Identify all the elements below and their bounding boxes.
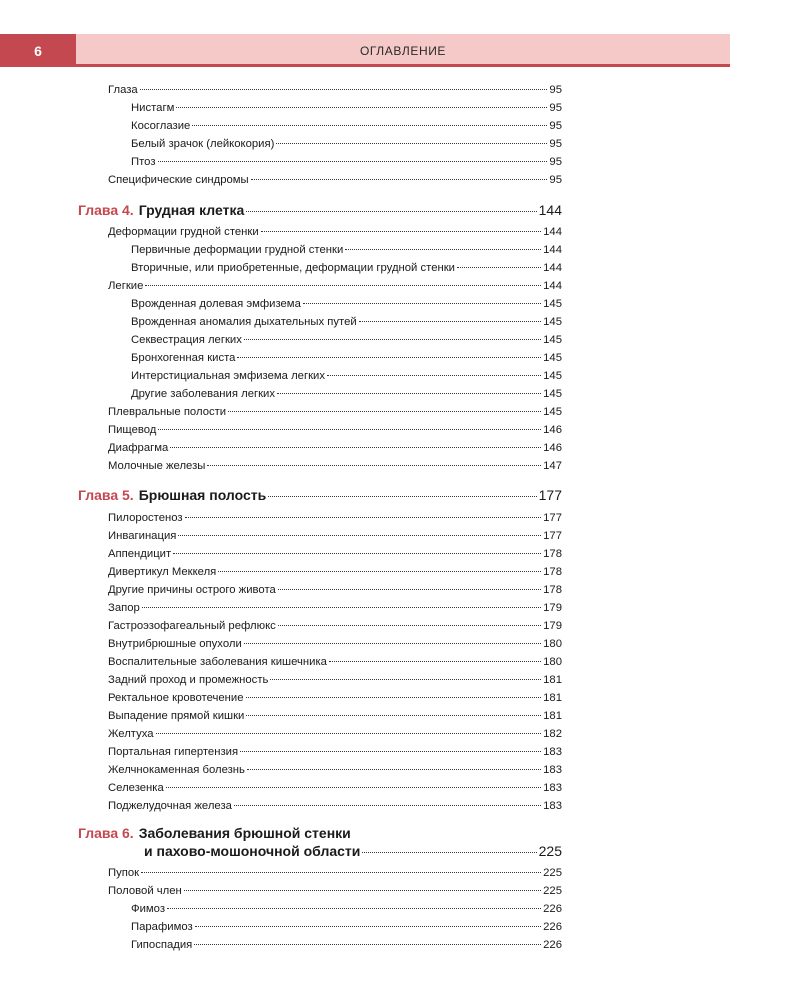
toc-entry-page: 95	[549, 84, 562, 96]
toc-entry[interactable]	[131, 101, 562, 115]
leader-dots	[240, 751, 541, 752]
toc-entry-label: Пищевод	[108, 424, 157, 436]
toc-entry-page: 226	[543, 921, 562, 933]
toc-entry-page: 145	[543, 298, 562, 310]
toc-entry-label: Молочные железы	[108, 460, 206, 472]
toc-entry[interactable]	[108, 655, 562, 669]
toc-entry-page: 177	[543, 512, 562, 524]
leader-dots	[246, 697, 542, 698]
leader-dots	[457, 267, 541, 268]
toc-entry-label: Пилоростеноз	[108, 512, 183, 524]
toc-entry-page: 181	[543, 674, 562, 686]
toc-entry-page: 144	[543, 280, 562, 292]
leader-dots	[192, 125, 547, 126]
toc-entry-label: Другие причины острого живота	[108, 584, 276, 596]
toc-entry-page: 146	[543, 442, 562, 454]
leader-dots	[345, 249, 541, 250]
toc-entry[interactable]	[131, 333, 562, 347]
toc-entry-page: 145	[543, 388, 562, 400]
toc-entry-page: 225	[543, 885, 562, 897]
toc-entry-label: Фимоз	[131, 903, 166, 915]
leader-dots	[142, 607, 541, 608]
toc-entry-page: 183	[543, 782, 562, 794]
toc-entry-label: Желчнокаменная болезнь	[108, 764, 245, 776]
toc-entry[interactable]	[131, 920, 562, 934]
chapter-number: Глава 4.	[78, 202, 134, 218]
toc-entry-label: Плевральные полости	[108, 406, 227, 418]
leader-dots	[247, 769, 541, 770]
chapter-heading[interactable]	[78, 487, 562, 504]
toc-entry[interactable]	[131, 243, 562, 257]
toc-entry-label: Задний проход и промежность	[108, 674, 269, 686]
toc-entry-label: Вторичные, или приобретенные, деформации грудной стенки	[131, 262, 455, 274]
toc-entry[interactable]	[108, 583, 562, 597]
toc-entry[interactable]	[108, 529, 562, 543]
leader-dots	[244, 643, 541, 644]
leader-dots	[176, 107, 547, 108]
toc-entry[interactable]	[108, 691, 562, 705]
toc-entry[interactable]	[108, 781, 562, 795]
leader-dots	[251, 179, 548, 180]
toc-entry-label: Желтуха	[108, 728, 154, 740]
toc-entry-page: 180	[543, 656, 562, 668]
toc-entry-page: 147	[543, 460, 562, 472]
chapter-number: Глава 5.	[78, 487, 134, 503]
toc-entry-label: Интерстициальная эмфизема легких	[131, 370, 325, 382]
toc-entry[interactable]	[131, 297, 562, 311]
toc-entry-label: Пупок	[108, 867, 140, 879]
toc-entry[interactable]	[108, 673, 562, 687]
leader-dots	[156, 733, 542, 734]
toc-entry-page: 179	[543, 602, 562, 614]
leader-dots	[278, 625, 541, 626]
toc-entry-label: Косоглазие	[131, 120, 191, 132]
chapter-heading-continued[interactable]	[144, 843, 562, 860]
leader-dots	[185, 517, 542, 518]
running-title: ОГЛАВЛЕНИЕ	[76, 34, 730, 67]
leader-dots	[170, 447, 541, 448]
toc-entry-label: Половой член	[108, 885, 182, 897]
chapter-page: 144	[538, 202, 562, 218]
toc-entry[interactable]	[108, 459, 562, 473]
toc-entry-label: Внутрибрюшные опухоли	[108, 638, 242, 650]
toc-entry-label: Птоз	[131, 156, 156, 168]
toc-entry[interactable]	[108, 866, 562, 880]
leader-dots	[207, 465, 541, 466]
toc-entry[interactable]	[131, 315, 562, 329]
toc-entry-page: 181	[543, 692, 562, 704]
toc-entry[interactable]	[108, 423, 562, 437]
toc-entry-page: 178	[543, 584, 562, 596]
page-number: 6	[0, 34, 76, 67]
toc-entry[interactable]	[108, 565, 562, 579]
toc-entry[interactable]	[108, 83, 562, 97]
toc-entry[interactable]	[108, 637, 562, 651]
toc-entry-label: Портальная гипертензия	[108, 746, 239, 758]
toc-entry-label: Селезенка	[108, 782, 164, 794]
leader-dots	[173, 553, 541, 554]
toc-entry[interactable]	[108, 279, 562, 293]
toc-entry-label: Секвестрация легких	[131, 334, 242, 346]
toc-entry[interactable]	[131, 902, 562, 916]
toc-entry[interactable]	[108, 547, 562, 561]
toc-entry[interactable]	[131, 938, 562, 952]
toc-entry[interactable]	[108, 511, 562, 525]
leader-dots	[278, 589, 541, 590]
toc-entry-label: Другие заболевания легких	[131, 388, 276, 400]
toc-entry-label: Воспалительные заболевания кишечника	[108, 656, 327, 668]
toc-entry-page: 183	[543, 746, 562, 758]
chapter-page: 225	[538, 843, 562, 859]
toc-entry[interactable]	[108, 173, 562, 187]
leader-dots	[218, 571, 541, 572]
toc-entry-label: Гипоспадия	[131, 939, 193, 951]
toc-entry[interactable]	[108, 799, 562, 813]
leader-dots	[234, 805, 541, 806]
chapter-heading[interactable]	[78, 825, 351, 842]
leader-dots	[145, 285, 541, 286]
leader-dots	[277, 393, 541, 394]
toc-entry-page: 144	[543, 262, 562, 274]
leader-dots	[158, 161, 548, 162]
leader-dots	[237, 357, 541, 358]
toc-entry-label: Врожденная аномалия дыхательных путей	[131, 316, 357, 328]
toc-entry-page: 179	[543, 620, 562, 632]
toc-entry[interactable]	[131, 387, 562, 401]
toc-entry-label: Ректальное кровотечение	[108, 692, 244, 704]
toc-entry-page: 183	[543, 800, 562, 812]
toc-entry-page: 145	[543, 352, 562, 364]
toc-entry-label: Аппендицит	[108, 548, 172, 560]
toc-entry-page: 226	[543, 903, 562, 915]
toc-entry-label: Парафимоз	[131, 921, 193, 933]
toc-entry-label: Нистагм	[131, 102, 175, 114]
toc-entry[interactable]	[131, 351, 562, 365]
toc-entry-label: Белый зрачок (лейкокория)	[131, 138, 275, 150]
leader-dots	[167, 908, 541, 909]
leader-dots	[362, 852, 536, 853]
leader-dots	[195, 926, 541, 927]
toc-entry-label: Выпадение прямой кишки	[108, 710, 245, 722]
toc-entry[interactable]	[108, 727, 562, 741]
chapter-title: Грудная клетка	[138, 202, 245, 218]
toc-entry-page: 180	[543, 638, 562, 650]
toc-entry-label: Глаза	[108, 84, 138, 96]
toc-entry-label: Легкие	[108, 280, 144, 292]
toc-entry[interactable]	[108, 225, 562, 239]
toc-entry-page: 177	[543, 530, 562, 542]
toc-entry[interactable]	[108, 763, 562, 777]
toc-entry-page: 95	[549, 156, 562, 168]
toc-entry-label: Специфические синдромы	[108, 174, 249, 186]
toc-entry[interactable]	[108, 884, 562, 898]
toc-entry-page: 95	[549, 120, 562, 132]
toc-entry[interactable]	[108, 709, 562, 723]
toc-entry[interactable]	[108, 441, 562, 455]
toc-entry[interactable]	[131, 119, 562, 133]
leader-dots	[228, 411, 541, 412]
toc-entry-page: 145	[543, 316, 562, 328]
chapter-title: Брюшная полость	[138, 487, 267, 503]
toc-entry-page: 183	[543, 764, 562, 776]
leader-dots	[166, 787, 541, 788]
leader-dots	[158, 429, 541, 430]
toc-entry-page: 95	[549, 138, 562, 150]
toc-entry-page: 144	[543, 226, 562, 238]
toc-entry[interactable]	[108, 745, 562, 759]
leader-dots	[359, 321, 541, 322]
toc-entry-label: Инвагинация	[108, 530, 177, 542]
toc-entry-page: 145	[543, 406, 562, 418]
leader-dots	[246, 715, 541, 716]
leader-dots	[244, 339, 541, 340]
leader-dots	[178, 535, 541, 536]
toc-entry-page: 95	[549, 174, 562, 186]
leader-dots	[329, 661, 541, 662]
chapter-page: 177	[538, 487, 562, 503]
leader-dots	[140, 89, 548, 90]
leader-dots	[261, 231, 541, 232]
toc-entry-page: 225	[543, 867, 562, 879]
toc-entry[interactable]	[108, 405, 562, 419]
toc-entry-label: Врожденная долевая эмфизема	[131, 298, 301, 310]
toc-entry-page: 182	[543, 728, 562, 740]
toc-entry-label: Дивертикул Меккеля	[108, 566, 217, 578]
leader-dots	[246, 211, 536, 212]
toc-entry-page: 145	[543, 334, 562, 346]
leader-dots	[276, 143, 547, 144]
toc-entry-page: 226	[543, 939, 562, 951]
leader-dots	[184, 890, 541, 891]
leader-dots	[141, 872, 541, 873]
toc-entry-page: 95	[549, 102, 562, 114]
toc-entry[interactable]	[131, 155, 562, 169]
toc-entry-page: 146	[543, 424, 562, 436]
toc-entry-label: Деформации грудной стенки	[108, 226, 259, 238]
toc-entry[interactable]	[131, 369, 562, 383]
toc-entry-page: 178	[543, 548, 562, 560]
toc-entry-label: Запор	[108, 602, 140, 614]
toc-entry[interactable]	[131, 137, 562, 151]
leader-dots	[194, 944, 541, 945]
toc-entry-page: 145	[543, 370, 562, 382]
leader-dots	[327, 375, 541, 376]
toc-entry-label: Гастроэзофагеальный рефлюкс	[108, 620, 276, 632]
leader-dots	[268, 496, 536, 497]
leader-dots	[303, 303, 541, 304]
toc-entry[interactable]	[131, 261, 562, 275]
toc-entry-page: 144	[543, 244, 562, 256]
toc-entry-label: Первичные деформации грудной стенки	[131, 244, 344, 256]
chapter-title-continued: и пахово-мошоночной области	[144, 843, 361, 859]
toc-entry-label: Поджелудочная железа	[108, 800, 232, 812]
toc-entry-label: Диафрагма	[108, 442, 169, 454]
toc-entry-page: 178	[543, 566, 562, 578]
toc-entry[interactable]	[108, 619, 562, 633]
leader-dots	[270, 679, 541, 680]
chapter-number: Глава 6.	[78, 825, 134, 841]
toc-entry-label: Бронхогенная киста	[131, 352, 236, 364]
toc-entry-page: 181	[543, 710, 562, 722]
chapter-heading[interactable]	[78, 202, 562, 219]
chapter-title: Заболевания брюшной стенки	[138, 825, 351, 841]
toc-entry[interactable]	[108, 601, 562, 615]
